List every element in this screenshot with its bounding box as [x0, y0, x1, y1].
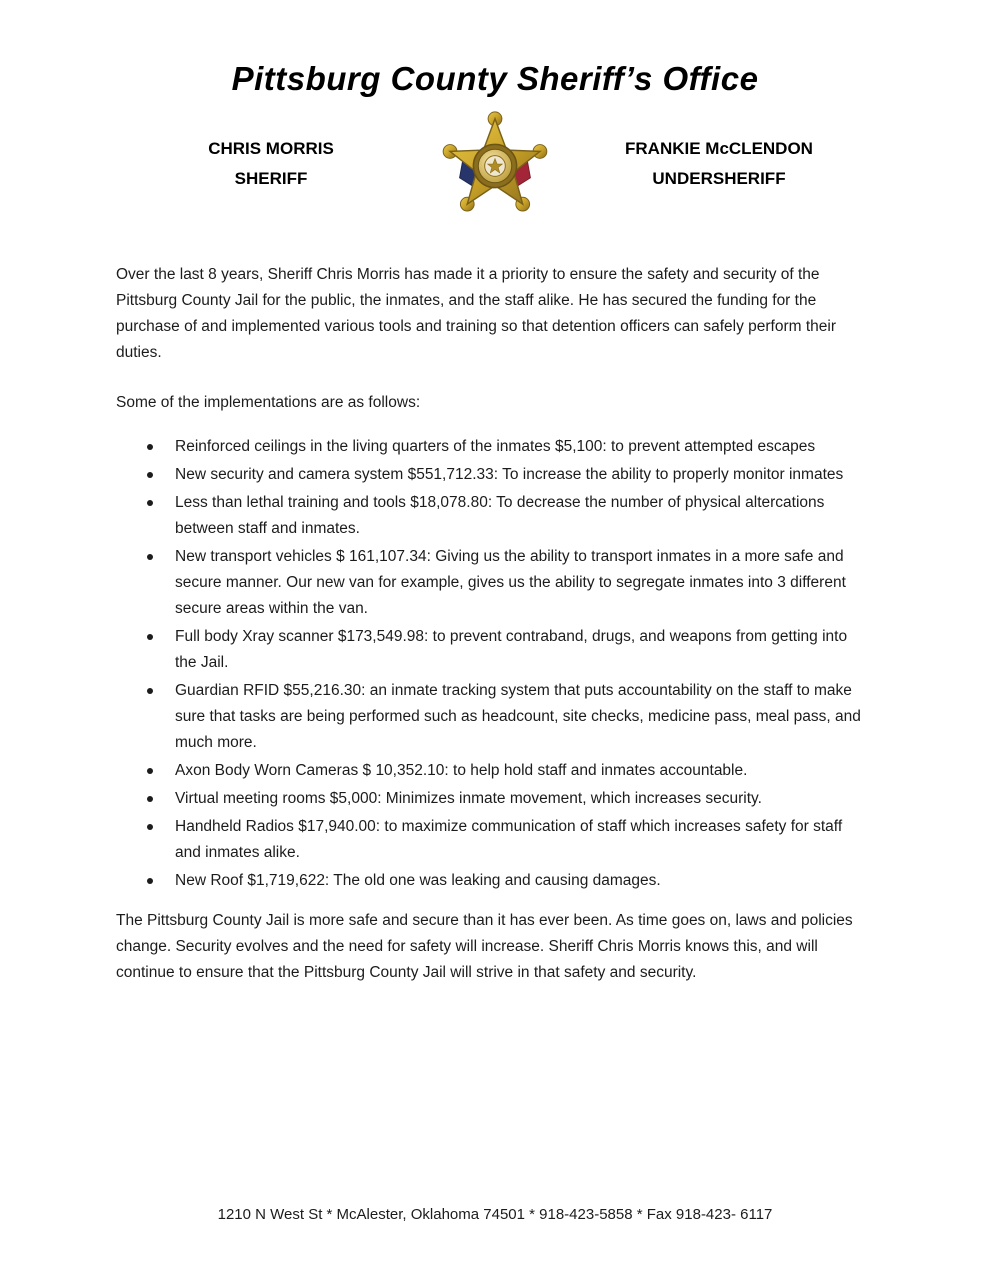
- sheriff-name: CHRIS MORRIS: [208, 139, 334, 158]
- sheriff-title: SHERIFF: [234, 168, 308, 188]
- implementations-lead-in: Some of the implementations are as follows:: [116, 394, 421, 411]
- document-body: [0, 262, 990, 986]
- intro-paragraph: Over the last 8 years, Sheriff Chris Morris has made it a priority to ensure the safety and security of the Pittsburg County Jail for the public, the inmates, and the staff alike. He has secured the funding for the purchase of and implemented various tools and training so that detention officers can safely perform their duties.: [116, 266, 837, 361]
- undersheriff-title: UNDERSHERIFF: [652, 168, 786, 188]
- list-item: Handheld Radios $17,940.00: to maximize communication of staff which increases safety for staff and inmates alike.: [116, 814, 864, 866]
- undersheriff-name-block: [614, 132, 824, 194]
- list-item: New transport vehicles $ 161,107.34: Giving us the ability to transport inmates in a more safe and secure manner. Our new van for example, gives us the ability to segregate inmates into 3 different secure areas within the van.: [116, 544, 864, 622]
- implementations-list: [116, 434, 864, 894]
- list-item: Full body Xray scanner $173,549.98: to prevent contraband, drugs, and weapons from getting into the Jail.: [116, 624, 864, 676]
- sheriff-star-badge-icon: [436, 104, 554, 228]
- list-item: Axon Body Worn Cameras $ 10,352.10: to help hold staff and inmates accountable.: [116, 758, 864, 784]
- undersheriff-name: FRANKIE McCLENDON: [625, 139, 813, 158]
- list-item: New security and camera system $551,712.33: To increase the ability to properly monitor inmates: [116, 462, 864, 488]
- list-item: Less than lethal training and tools $18,078.80: To decrease the number of physical altercations between staff and inmates.: [116, 490, 864, 542]
- page-title: Pittsburg County Sheriff’s Office: [231, 60, 759, 97]
- sheriff-name-block: [166, 132, 376, 194]
- footer-address: 1210 N West St * McAlester, Oklahoma 74501 * 918-423-5858 * Fax 918-423- 6117: [217, 1206, 773, 1223]
- list-item: Reinforced ceilings in the living quarters of the inmates $5,100: to prevent attempted escapes: [116, 434, 864, 460]
- list-item: Virtual meeting rooms $5,000: Minimizes inmate movement, which increases security.: [116, 786, 864, 812]
- list-item: New Roof $1,719,622: The old one was leaking and causing damages.: [116, 868, 864, 894]
- letterhead: [0, 132, 990, 228]
- list-item: Guardian RFID $55,216.30: an inmate tracking system that puts accountability on the staff to make sure that tasks are being performed such as headcount, site checks, medicine pass, meal pass, and much more.: [116, 678, 864, 756]
- closing-paragraph: The Pittsburg County Jail is more safe and secure than it has ever been. As time goes on, laws and policies change. Security evolves and the need for safety will increase. Sheriff Chris Morris knows this, and will continue to ensure that the Pittsburg County Jail will strive in that safety and security.: [116, 912, 853, 981]
